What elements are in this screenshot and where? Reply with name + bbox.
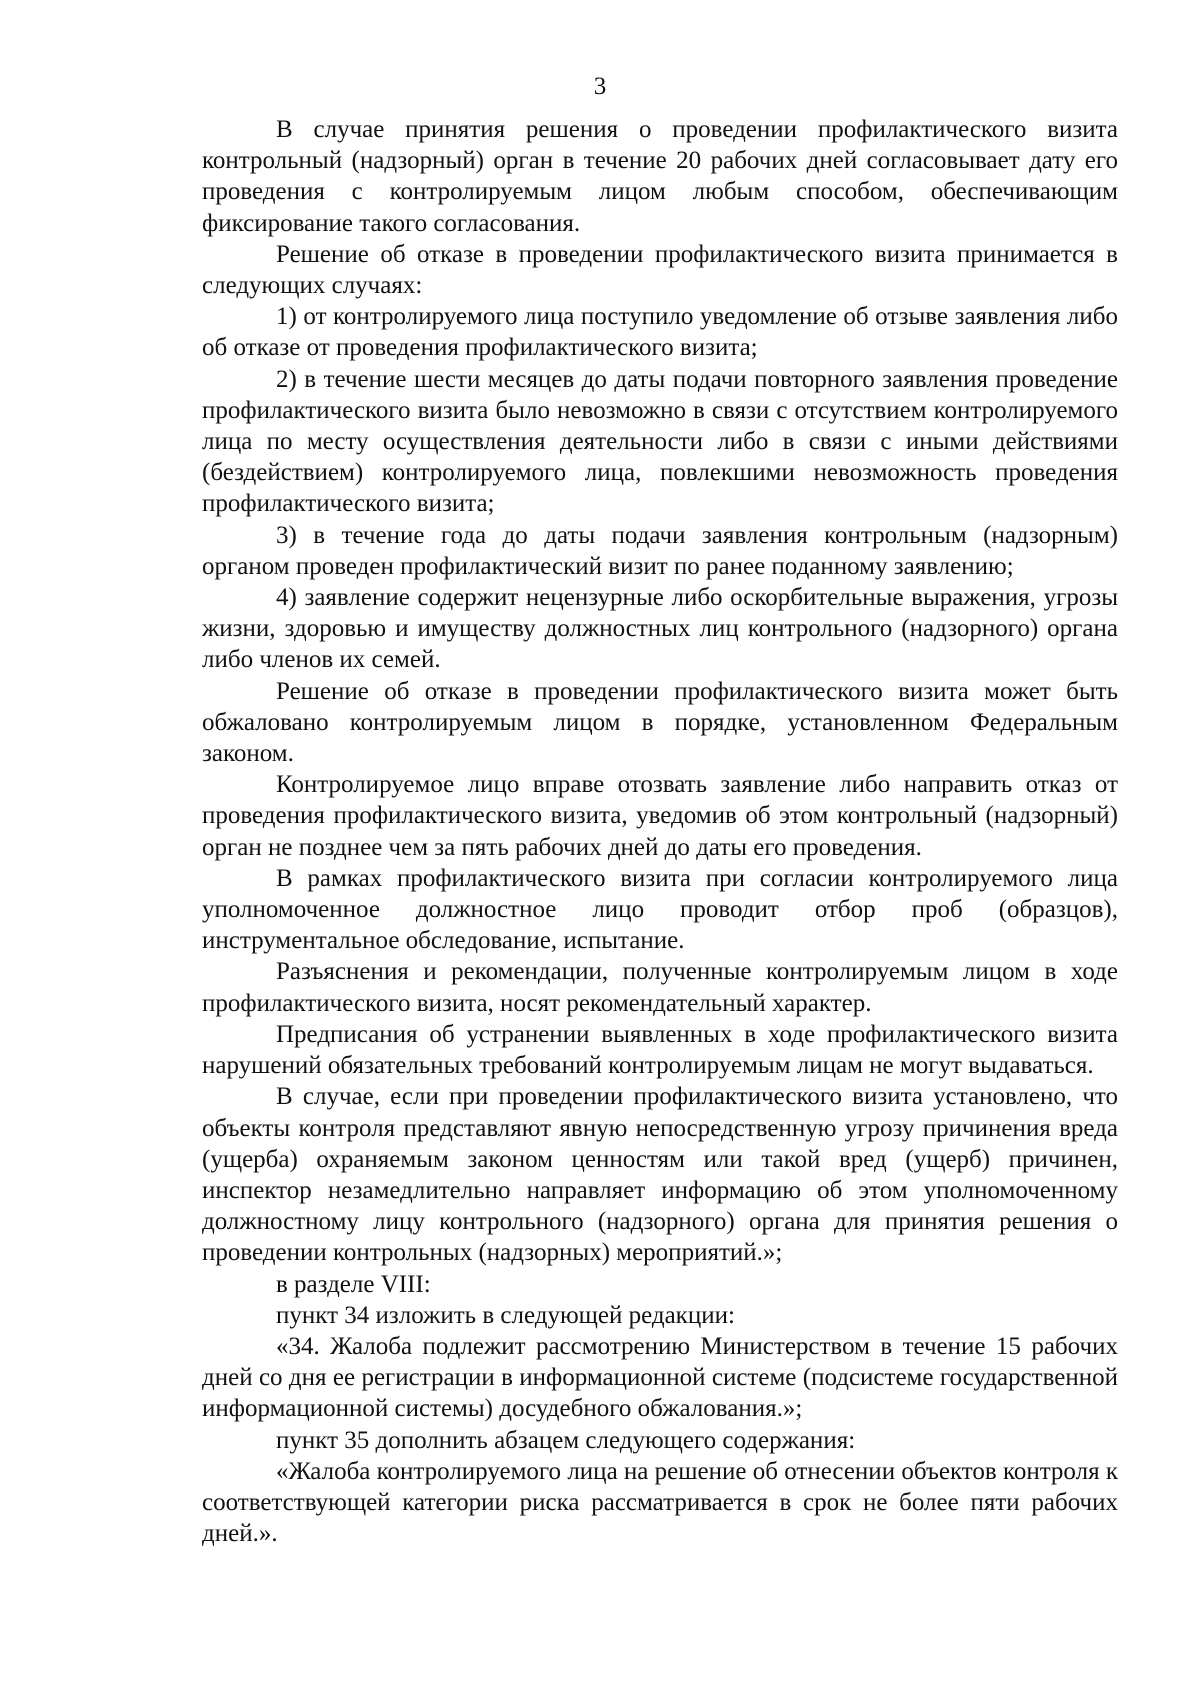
list-item: 1) от контролируемого лица поступило уведомление об отзыве заявления либо об отказе от проведения профилактического визита; — [202, 303, 1118, 362]
page-number: 3 — [593, 73, 607, 100]
paragraph: Контролируемое лицо вправе отозвать заявление либо направить отказ от проведения профилактического визита, уведомив об этом контрольный (надзорный) орган не позднее чем за пять рабочих дней до даты его проведения. — [202, 771, 1118, 861]
list-item: 3) в течение года до даты подачи заявления контрольным (надзорным) органом проведен профилактический визит по ранее поданному заявлению; — [202, 521, 1118, 580]
paragraph: Предписания об устранении выявленных в ходе профилактического визита нарушений обязательных требований контролируемым лицам не могут выдаваться. — [202, 1020, 1118, 1080]
document-body — [202, 114, 1118, 1549]
paragraph: Разъяснения и рекомендации, полученные контролируемым лицом в ходе профилактического визита, носят рекомендательный характер. — [202, 958, 1118, 1017]
paragraph: В случае, если при проведении профилактического визита установлено, что объекты контроля представляют явную непосредственную угрозу причинения вреда (ущерба) охраняемым законом ценностям или такой вред (ущерб) причинен, инспектор незамедлительно направляет информацию об этом уполномоченному должностному лицу контрольного (надзорного) органа для принятия решения о проведении контрольных (надзорных) мероприятий.»; — [202, 1083, 1118, 1267]
list-item: 2) в течение шести месяцев до даты подачи повторного заявления проведение профилактического визита было невозможно в связи с отсутствием контролируемого лица по месту осуществления деятельности либо в связи с иными действиями (бездействием) контролируемого лица, повлекшими невозможность проведения профилактического визита; — [202, 365, 1118, 518]
paragraph: Решение об отказе в проведении профилактического визита принимается в следующих случаях: — [202, 240, 1118, 300]
paragraph: В случае принятия решения о проведении профилактического визита контрольный (надзорный) орган в течение 20 рабочих дней согласовывает дату его проведения с контролируемым лицом любым способом, обеспечивающим фиксирование такого согласования. — [202, 116, 1118, 237]
quoted-clause: «Жалоба контролируемого лица на решение об отнесении объектов контроля к соответствующей категории риска рассматривается в срок не более пяти рабочих дней.». — [202, 1457, 1118, 1548]
section-instruction: в разделе VIII: — [276, 1270, 431, 1298]
list-item: 4) заявление содержит нецензурные либо оскорбительные выражения, угрозы жизни, здоровью и имуществу должностных лиц контрольного (надзорного) органа либо членов их семей. — [202, 584, 1118, 674]
section-instruction: пункт 35 дополнить абзацем следующего содержания: — [276, 1426, 856, 1454]
quoted-clause: «34. Жалоба подлежит рассмотрению Министерством в течение 15 рабочих дней со дня ее регистрации в информационной системе (подсистеме государственной информационной системы) досудебного обжалования.»; — [202, 1332, 1118, 1423]
paragraph: Решение об отказе в проведении профилактического визита может быть обжаловано контролируемым лицом в порядке, установленном Федеральным законом. — [202, 677, 1118, 768]
section-instruction: пункт 34 изложить в следующей редакции: — [276, 1301, 735, 1329]
paragraph: В рамках профилактического визита при согласии контролируемого лица уполномоченное должностное лицо проводит отбор проб (образцов), инструментальное обследование, испытание. — [202, 864, 1118, 955]
